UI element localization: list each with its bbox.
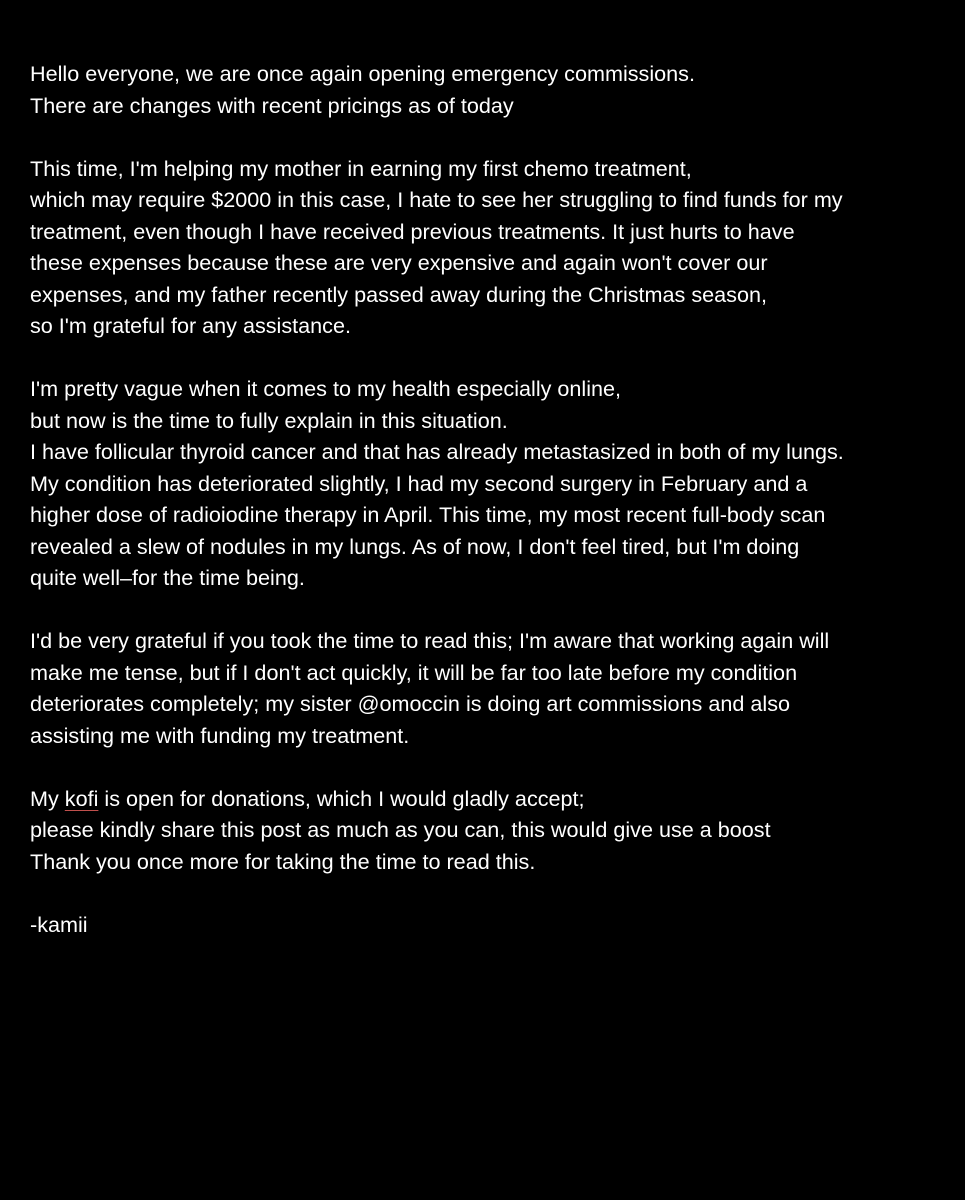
- text-line: deteriorates completely; my sister @omoccin is doing art commissions and also: [30, 691, 790, 716]
- text-line: I have follicular thyroid cancer and that has already metastasized in both of my lungs.: [30, 439, 844, 464]
- intro-paragraph: [30, 58, 950, 121]
- text-line: but now is the time to fully explain in this situation.: [30, 407, 508, 433]
- announcement-post: [30, 58, 950, 972]
- text-line: which may require $2000 in this case, I hate to see her struggling to find funds for my: [30, 187, 843, 212]
- text-line: I'm pretty vague when it comes to my health especially online,: [30, 376, 622, 401]
- text-line: This time, I'm helping my mother in earning my first chemo treatment,: [30, 155, 692, 181]
- donation-paragraph: [30, 783, 950, 878]
- signature: -kamii: [30, 911, 88, 937]
- signature-paragraph: [30, 909, 950, 941]
- kofi-line-prefix: My: [30, 785, 65, 811]
- treatment-paragraph: [30, 153, 950, 342]
- text-line: Hello everyone, we are once again opening emergency commissions.: [30, 61, 695, 86]
- text-line: higher dose of radioiodine therapy in April. This time, my most recent full-body scan: [30, 502, 826, 527]
- kofi-line-suffix: is open for donations, which I would gladly accept;: [98, 785, 585, 811]
- text-line: make me tense, but if I don't act quickly, it will be far too late before my condition: [30, 659, 798, 685]
- text-line: so I'm grateful for any assistance.: [30, 313, 351, 338]
- text-line: these expenses because these are very expensive and again won't cover our: [30, 250, 768, 275]
- health-paragraph: [30, 373, 950, 594]
- text-line: quite well–for the time being.: [30, 565, 305, 590]
- kofi-line: [30, 783, 950, 815]
- text-line: My condition has deteriorated slightly, I had my second surgery in February and a: [30, 470, 808, 496]
- request-paragraph: [30, 625, 950, 751]
- text-line: I'd be very grateful if you took the time to read this; I'm aware that working again will: [30, 628, 830, 653]
- text-line: revealed a slew of nodules in my lungs. As of now, I don't feel tired, but I'm doing: [30, 533, 800, 559]
- text-line: please kindly share this post as much as you can, this would give use a boost: [30, 817, 771, 842]
- text-line: expenses, and my father recently passed away during the Christmas season,: [30, 281, 767, 307]
- text-line: There are changes with recent pricings as of today: [30, 92, 514, 118]
- text-line: treatment, even though I have received previous treatments. It just hurts to have: [30, 218, 795, 244]
- text-line: Thank you once more for taking the time to read this.: [30, 848, 536, 874]
- kofi-link[interactable]: kofi: [64, 785, 99, 811]
- text-line: assisting me with funding my treatment.: [30, 722, 410, 748]
